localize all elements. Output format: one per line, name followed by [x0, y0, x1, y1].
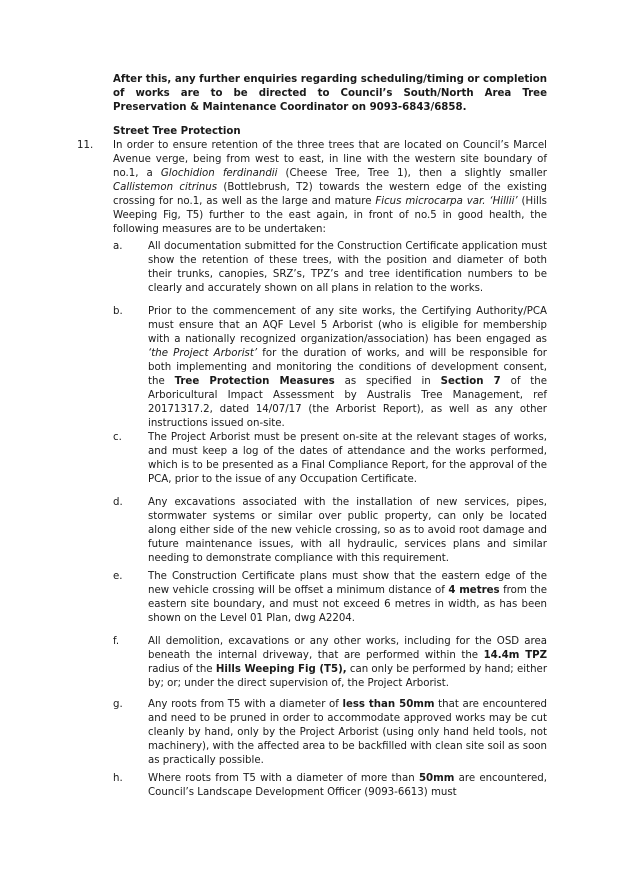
item-a-text: All documentation submitted for the Construction Certificate application must show the retention of these trees, with the position and diameter of both their trunks, canopies, SRZ’s, TPZ’s and tree identification numbers to be clearly and accurately shown on all plans in relation to the works. [148, 241, 547, 294]
item-h-text: Where roots from T5 with a diameter of more than 50mm are encountered, Council’s Landscape Development Officer (9093-6613) must [148, 773, 547, 798]
item-letter: a. [113, 241, 123, 252]
item-letter: h. [113, 773, 123, 784]
item-letter: g. [113, 699, 123, 710]
item-e-text: The Construction Certificate plans must show that the eastern edge of the new vehicle crossing will be offset a minimum distance of 4 metres from the eastern site boundary, and must not exceed 6 metres in width, as has been shown on the Level 01 Plan, dwg A2204. [148, 571, 547, 624]
item-letter: f. [113, 636, 120, 647]
species-name: Callistemon citrinus [113, 182, 218, 193]
item-g-text: Any roots from T5 with a diameter of less than 50mm that are encountered and need to be pruned in order to accommodate approved works may be cut cleanly by hand, only by the Project Arborist (using only hand held tools, not machinery), with the affected area to be backfilled with clean site soil as soon as practically possible. [148, 699, 548, 766]
item-c-text: The Project Arborist must be present on-site at the relevant stages of works, and must keep a log of the dates of attendance and the works performed, which is to be presented as a Final Compliance Report, for the approval of the PCA, prior to the issue of any Occupation Certificate. [148, 432, 547, 485]
section-number: 11. [77, 140, 94, 151]
item-letter: c. [113, 432, 122, 443]
item-f-text: All demolition, excavations or any other works, including for the OSD area beneath the internal driveway, that are performed within the 14.4m TPZ radius of the Hills Weeping Fig (T5), can only be performed by hand; either by; or; under the direct supervision of, the Project Arborist. [148, 636, 548, 689]
item-letter: b. [113, 306, 123, 317]
item-b-text: Prior to the commencement of any site works, the Certifying Authority/PCA must ensure that an AQF Level 5 Arborist (who is eligible for membership with a nationally recognized organization/association) has been engaged as ‘the Project Arborist’ for the duration of works, and will be responsible for both implementing and monitoring the conditions of development consent, the Tree Protection Measures as specified in Section 7 of the Arboricultural Impact Assessment by Australis Tree Management, ref 20171317.2, dated 14/07/17 (the Arborist Report), as well as any other instructions issued on-site. [148, 306, 548, 429]
section-body: In order to ensure retention of the three trees that are located on Council’s Marcel Avenue verge, being from west to east, in line with the western site boundary of no.1, a Glochidion ferdinandii (Cheese Tree, Tree 1), then a slightly smaller Callistemon citrinus (Bottlebrush, T2) towards the western edge of the existing crossing for no.1, as well as the large and mature Ficus microcarpa var. ‘Hillii’ (Hills Weeping Fig, T5) further to the east again, in front of no.5 in good health, the following measures are to be undertaken: [113, 140, 547, 235]
item-letter: d. [113, 497, 123, 508]
item-d-text: Any excavations associated with the installation of new services, pipes, stormwater systems or similar over public property, can only be located along either side of the new vehicle crossing, so as to avoid root damage and future maintenance issues, with all hydraulic, services plans and similar needing to demonstrate compliance with this requirement. [148, 497, 547, 564]
item-letter: e. [113, 571, 123, 582]
species-name: Ficus microcarpa var. ‘Hillii’ [375, 196, 518, 207]
intro-paragraph: After this, any further enquiries regarding scheduling/timing or completion of works are to be directed to Council’s South/North Area Tree Preservation & Maintenance Coordinator on 9093-6843/6858. [113, 74, 547, 113]
species-name: Glochidion ferdinandii [160, 168, 278, 179]
section-heading: Street Tree Protection [113, 126, 241, 137]
